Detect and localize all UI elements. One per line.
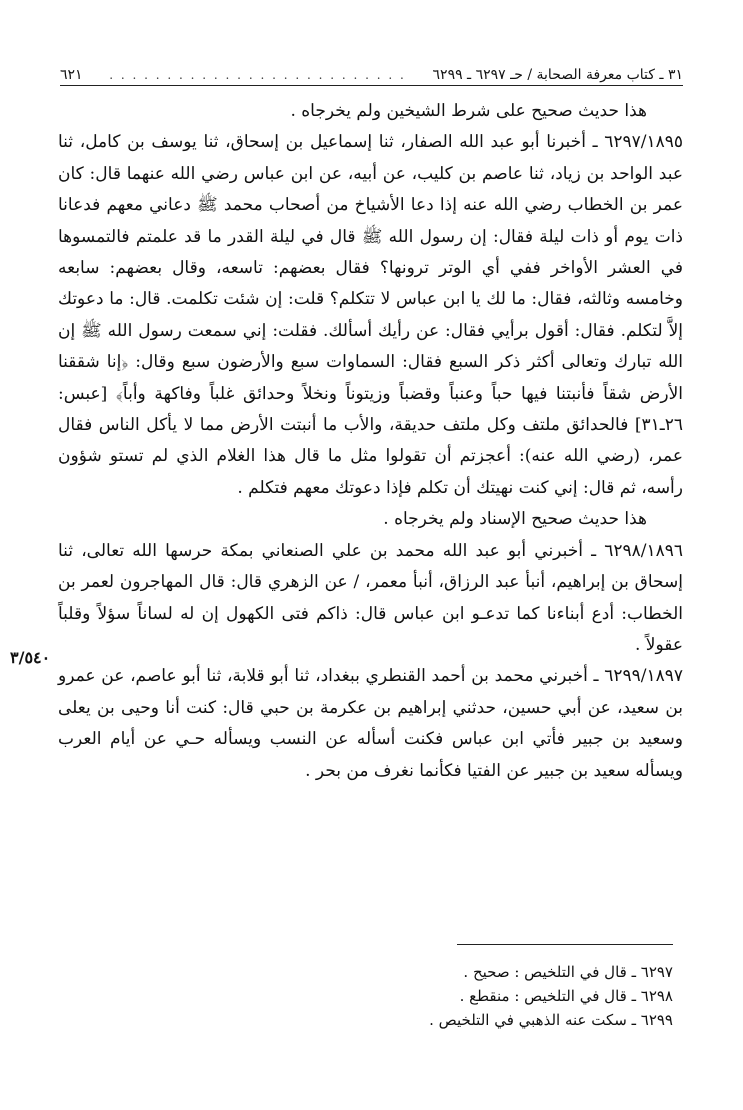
footnote-item: ٦٢٩٧ ـ قال في التلخيص : صحيح . bbox=[463, 963, 673, 981]
grading-note: هذا حديث صحيح على شرط الشيخين ولم يخرجاه . bbox=[290, 101, 647, 121]
page-number: ٦٢١ bbox=[60, 67, 83, 83]
footnote-item: ٦٢٩٩ ـ سكت عنه الذهبي في التلخيص . bbox=[429, 1011, 673, 1029]
header-title: ٣١ ـ كتاب معرفة الصحابة / حـ ٦٢٩٧ ـ ٦٢٩٩ bbox=[432, 67, 683, 83]
footnote-divider bbox=[457, 944, 673, 945]
running-header bbox=[60, 62, 683, 86]
footnotes bbox=[60, 960, 673, 1032]
main-text bbox=[58, 96, 683, 787]
footnote-item: ٦٢٩٨ ـ قال في التلخيص : منقطع . bbox=[459, 987, 673, 1005]
margin-volume-reference: ٣/٥٤٠ bbox=[10, 648, 51, 667]
grading-note: هذا حديث صحيح الإسناد ولم يخرجاه . bbox=[383, 509, 647, 530]
header-leader-dots: . . . . . . . . . . . . . . . . . . . . . . . . . . bbox=[109, 68, 406, 82]
hadith-6297: ٦٢٩٧/١٨٩٥ ـ أخبرنا أبو عبد الله الصفار، ثنا إسماعيل بن إسحاق، ثنا يوسف بن كامل، ثنا عبد الواحد بن زياد، ثنا عاصم بن كليب، عن أبيه، عن ابن عباس رضي الله عنهما قال: كان عمر بن الخطاب رضي الله عنه إذا دعا الأشياخ من أصحاب محمد ﷺ دعاني معهم فدعانا ذات يوم أو ذات ليلة فقال: إن رسول الله ﷺ قال في ليلة القدر ما قد علمتم فالتمسوها في العشر الأواخر ففي أي الوتر ترونها؟ فقال بعضهم: تاسعه، وقال بعضهم: سابعه وخامسه وثالثه، فقال: ما لك يا ابن عباس لا تتكلم؟ قلت: إن شئت تكلمت. قال: ما دعوتك إلاَّ لتكلم. فقال: أقول برأيي فقال: عن رأيك أسألك. فقلت: إني سمعت رسول الله ﷺ إن الله تبارك وتعالى أكثر ذكر السبع فقال: السماوات سبع والأرضون سبع وقال: ﴿إنا شققنا الأرض شقاً فأنبتنا فيها حباً وعنباً وقضباً وزيتوناً ونخلاً وحدائق غلباً وفاكهة وأباً﴾ [عبس: ٢٦ـ٣١] فالحدائق ملتف وكل ملتف حديقة، والأب ما أنبتت الأرض مما لا يأكل الناس فقال عمر، (رضي الله عنه): أعجزتم أن تقولوا مثل ما قال هذا الغلام الذي لم تستو شؤون رأسه، ثم قال: إني كنت نهيتك أن تكلم فإذا دعوتك معهم فتكلم . bbox=[58, 132, 683, 498]
hadith-6298: ٦٢٩٨/١٨٩٦ ـ أخبرني أبو عبد الله محمد بن علي الصنعاني بمكة حرسها الله تعالى، ثنا إسحاق بن إبراهيم، أنبأ عبد الرزاق، أنبأ معمر، / عن الزهري قال: قال المهاجرون لعمر بن الخطاب: أدع أبناءنا كما تدعـو ابن عباس قال: ذاكم فتى الكهول إن له لساناً سؤلاً وقلباً عقولاً . bbox=[58, 540, 683, 655]
hadith-6299: ٦٢٩٩/١٨٩٧ ـ أخبرني محمد بن أحمد القنطري ببغداد، ثنا أبو قلابة، ثنا أبو عاصم، عن عمرو بن سعيد، عن أبي حسين، حدثني إبراهيم بن عكرمة بن حبي قال: كنت أنا وحيى بن يعلى وسعيد بن جبير فأتي ابن عباس فكنت أسأله عن النسب ويسأله حـي عن أيام العرب ويسأله سعيد بن جبير عن الفتيا فكأنما نغرف من بحر . bbox=[58, 666, 683, 781]
